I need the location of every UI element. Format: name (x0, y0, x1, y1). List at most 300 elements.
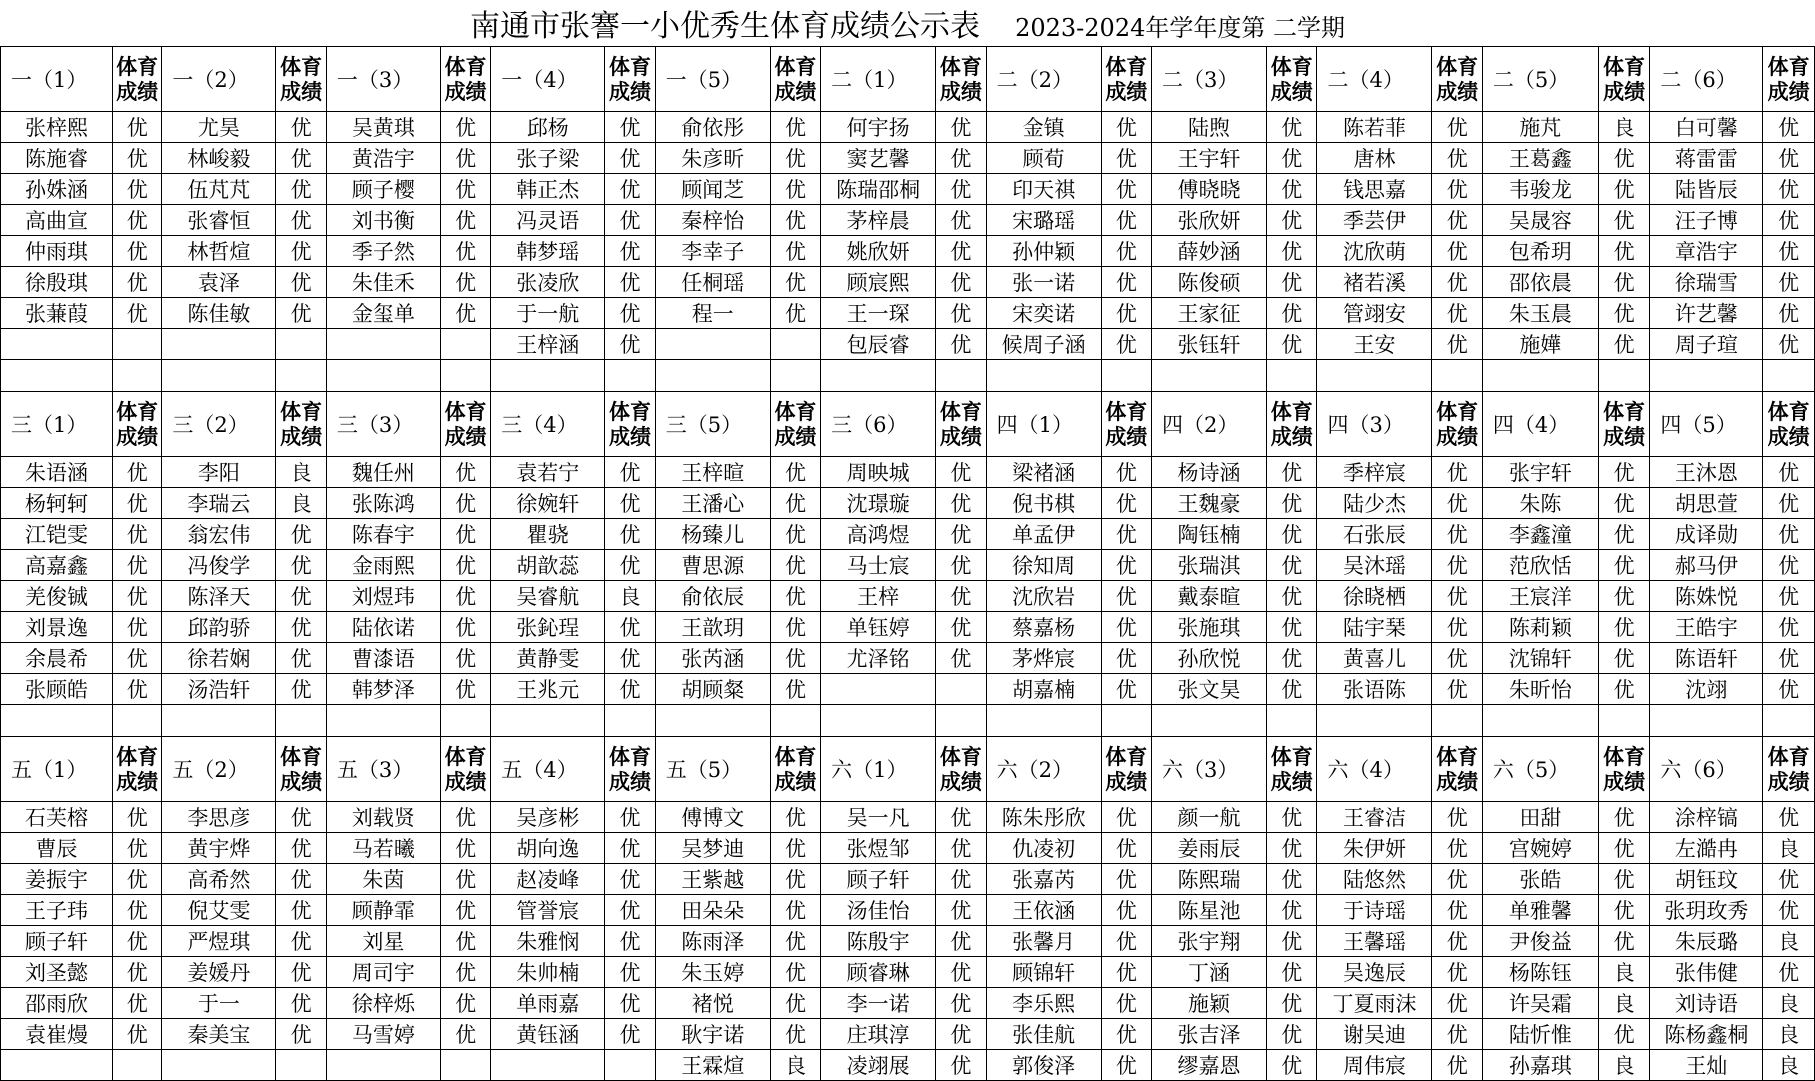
student-name-cell: 张芮涵 (655, 643, 770, 674)
sports-score-cell: 优 (1598, 205, 1649, 236)
student-name-cell: 褚悦 (655, 988, 770, 1019)
student-name-cell: 陈姝悦 (1650, 581, 1763, 612)
sports-score-cell: 优 (1267, 143, 1317, 174)
student-name-cell: 孙嘉琪 (1482, 1050, 1598, 1081)
sports-score-cell: 优 (1432, 488, 1482, 519)
class-name-header: 六（5） (1482, 737, 1598, 802)
student-name-cell: 杨陈钰 (1482, 957, 1598, 988)
table-row (1, 643, 1815, 674)
sports-score-cell: 优 (1101, 457, 1151, 488)
student-name-cell: 王依涵 (986, 895, 1101, 926)
sports-score-cell: 优 (605, 550, 655, 581)
student-name-cell: 田朵朵 (655, 895, 770, 926)
student-name-cell: 窦艺馨 (821, 143, 936, 174)
sports-score-cell: 优 (1267, 1050, 1317, 1081)
sports-score-cell: 优 (936, 519, 986, 550)
student-name-cell: 汪子博 (1650, 205, 1763, 236)
score-column-header: 体育成绩 (1432, 47, 1482, 112)
student-name-cell: 孙欣悦 (1152, 643, 1267, 674)
sports-score-cell: 优 (770, 957, 820, 988)
sports-score-cell: 优 (1432, 267, 1482, 298)
score-column-header: 体育成绩 (1763, 47, 1815, 112)
sports-score-cell (1432, 705, 1482, 737)
sports-score-cell: 优 (1101, 550, 1151, 581)
student-name-cell: 朱彦昕 (655, 143, 770, 174)
sports-score-cell: 优 (112, 112, 161, 143)
class-name-header: 四（1） (986, 392, 1101, 457)
sports-score-cell: 优 (936, 488, 986, 519)
sheet-title (0, 0, 1815, 46)
sports-score-cell: 优 (770, 267, 820, 298)
student-name-cell: 石张辰 (1317, 519, 1432, 550)
sports-score-cell: 优 (112, 895, 161, 926)
student-name-cell: 包辰睿 (821, 329, 936, 360)
sports-score-cell: 优 (1598, 895, 1649, 926)
sports-score-cell: 优 (770, 457, 820, 488)
class-name-header: 三（6） (821, 392, 936, 457)
sports-score-cell: 优 (440, 174, 490, 205)
student-name-cell: 张佳航 (986, 1019, 1101, 1050)
class-name-header: 五（3） (326, 737, 440, 802)
student-name-cell: 陈施睿 (1, 143, 113, 174)
sports-score-cell: 优 (936, 1050, 986, 1081)
student-name-cell: 尤昊 (162, 112, 276, 143)
sports-score-cell: 优 (1598, 612, 1649, 643)
sports-score-cell: 优 (1598, 864, 1649, 895)
score-column-header: 体育成绩 (1763, 392, 1815, 457)
sports-score-cell: 优 (1598, 1019, 1649, 1050)
student-name-cell: 顾子樱 (326, 174, 440, 205)
table-row (1, 612, 1815, 643)
student-name-cell (821, 360, 936, 392)
class-name-header: 二（5） (1482, 47, 1598, 112)
student-name-cell: 秦梓怡 (655, 205, 770, 236)
student-name-cell: 陈莉颖 (1482, 612, 1598, 643)
sports-score-cell: 优 (440, 674, 490, 705)
table-row (1, 519, 1815, 550)
student-name-cell (1, 329, 113, 360)
student-name-cell: 刘圣懿 (1, 957, 113, 988)
sports-score-cell: 优 (770, 112, 820, 143)
student-name-cell (491, 705, 605, 737)
class-name-header: 四（2） (1152, 392, 1267, 457)
score-column-header: 体育成绩 (1432, 392, 1482, 457)
table-row (1, 581, 1815, 612)
student-name-cell: 徐知周 (986, 550, 1101, 581)
sports-score-cell: 优 (1267, 298, 1317, 329)
score-column-header: 体育成绩 (112, 737, 161, 802)
sports-score-cell: 优 (770, 205, 820, 236)
sports-score-cell: 优 (605, 612, 655, 643)
sports-score-cell: 优 (936, 205, 986, 236)
sports-score-cell: 优 (440, 612, 490, 643)
student-name-cell: 季梓宸 (1317, 457, 1432, 488)
class-name-header: 四（5） (1650, 392, 1763, 457)
sports-score-cell: 良 (1598, 988, 1649, 1019)
sports-score-cell: 优 (440, 926, 490, 957)
student-name-cell: 张嘉芮 (986, 864, 1101, 895)
sports-score-cell: 优 (276, 802, 326, 833)
sports-score-cell: 优 (1763, 457, 1815, 488)
sports-score-cell: 优 (936, 236, 986, 267)
student-name-cell: 管翊安 (1317, 298, 1432, 329)
student-name-cell: 杨轲轲 (1, 488, 113, 519)
student-name-cell: 张文昊 (1152, 674, 1267, 705)
sports-score-cell: 优 (1101, 174, 1151, 205)
score-column-header: 体育成绩 (936, 392, 986, 457)
sports-score-cell (936, 360, 986, 392)
student-name-cell: 王睿洁 (1317, 802, 1432, 833)
sports-score-cell: 优 (1267, 174, 1317, 205)
sports-score-cell: 良 (1763, 1019, 1815, 1050)
class-name-header: 五（5） (655, 737, 770, 802)
score-column-header: 体育成绩 (1598, 392, 1649, 457)
sports-score-cell: 优 (1432, 581, 1482, 612)
student-name-cell: 吴睿航 (491, 581, 605, 612)
sports-score-cell (440, 329, 490, 360)
sports-score-cell (1101, 705, 1151, 737)
student-name-cell: 姜雨辰 (1152, 833, 1267, 864)
sports-score-cell: 优 (1598, 488, 1649, 519)
sports-score-cell: 优 (1763, 674, 1815, 705)
student-name-cell: 吴一凡 (821, 802, 936, 833)
sports-score-cell: 优 (112, 864, 161, 895)
score-column-header: 体育成绩 (1598, 737, 1649, 802)
sports-score-cell: 优 (1598, 267, 1649, 298)
sports-score-cell: 优 (936, 174, 986, 205)
student-name-cell: 金镇 (986, 112, 1101, 143)
table-row (1, 457, 1815, 488)
student-name-cell: 陆悠然 (1317, 864, 1432, 895)
student-name-cell: 翁宏伟 (162, 519, 276, 550)
score-column-header: 体育成绩 (440, 392, 490, 457)
sports-score-cell (276, 329, 326, 360)
sports-score-cell: 优 (112, 519, 161, 550)
student-name-cell: 徐梓烁 (326, 988, 440, 1019)
sports-score-cell: 优 (936, 581, 986, 612)
sports-score-cell: 优 (1101, 926, 1151, 957)
sports-score-cell: 优 (770, 488, 820, 519)
student-name-cell: 陈瑞邵桐 (821, 174, 936, 205)
table-row (1, 833, 1815, 864)
sports-score-cell: 优 (605, 267, 655, 298)
sports-score-cell (1598, 705, 1649, 737)
sports-score-cell: 优 (1267, 612, 1317, 643)
sports-score-cell: 优 (1598, 643, 1649, 674)
student-name-cell: 朱帅楠 (491, 957, 605, 988)
sports-score-cell: 优 (1101, 488, 1151, 519)
student-name-cell: 张鈊珵 (491, 612, 605, 643)
student-name-cell: 朱佳禾 (326, 267, 440, 298)
student-name-cell: 丁夏雨沫 (1317, 988, 1432, 1019)
student-name-cell: 高曲宣 (1, 205, 113, 236)
student-name-cell: 李瑞云 (162, 488, 276, 519)
student-name-cell: 包希玥 (1482, 236, 1598, 267)
sports-score-cell: 优 (1763, 236, 1815, 267)
sports-score-cell: 优 (770, 643, 820, 674)
student-name-cell: 陈俊硕 (1152, 267, 1267, 298)
student-name-cell: 涂梓镐 (1650, 802, 1763, 833)
sports-score-cell: 优 (1432, 174, 1482, 205)
class-name-header: 六（2） (986, 737, 1101, 802)
student-name-cell: 王沐恩 (1650, 457, 1763, 488)
student-name-cell (1152, 705, 1267, 737)
sports-score-cell: 优 (276, 674, 326, 705)
student-name-cell: 姜媛丹 (162, 957, 276, 988)
student-name-cell: 汤浩轩 (162, 674, 276, 705)
score-column-header: 体育成绩 (1598, 47, 1649, 112)
student-name-cell: 袁若宁 (491, 457, 605, 488)
class-name-header: 五（2） (162, 737, 276, 802)
student-name-cell: 吴黄琪 (326, 112, 440, 143)
sports-score-cell: 优 (440, 988, 490, 1019)
student-name-cell: 高鸿煜 (821, 519, 936, 550)
student-name-cell (655, 329, 770, 360)
student-name-cell: 褚若溪 (1317, 267, 1432, 298)
sports-score-cell: 优 (770, 236, 820, 267)
sports-score-cell: 良 (1763, 988, 1815, 1019)
student-name-cell: 张子梁 (491, 143, 605, 174)
student-name-cell: 陈殷宇 (821, 926, 936, 957)
sports-score-cell: 优 (936, 267, 986, 298)
student-name-cell: 姚欣妍 (821, 236, 936, 267)
student-name-cell: 王子玮 (1, 895, 113, 926)
student-name-cell: 姜振宇 (1, 864, 113, 895)
student-name-cell: 马若曦 (326, 833, 440, 864)
sports-score-cell (112, 329, 161, 360)
table-row (1, 143, 1815, 174)
sports-score-cell: 优 (1598, 802, 1649, 833)
sports-score-cell (605, 360, 655, 392)
sports-score-cell: 优 (605, 457, 655, 488)
student-name-cell (491, 360, 605, 392)
sports-score-cell: 优 (112, 926, 161, 957)
class-header-row (1, 392, 1815, 457)
student-name-cell: 石芙榕 (1, 802, 113, 833)
student-name-cell: 李幸子 (655, 236, 770, 267)
student-name-cell: 唐林 (1317, 143, 1432, 174)
sports-score-cell: 优 (112, 267, 161, 298)
table-row (1, 895, 1815, 926)
sports-score-cell: 优 (936, 988, 986, 1019)
student-name-cell: 凌翊展 (821, 1050, 936, 1081)
student-name-cell: 陈泽天 (162, 581, 276, 612)
student-name-cell: 韩正杰 (491, 174, 605, 205)
sports-score-cell: 优 (1763, 329, 1815, 360)
student-name-cell: 沈翊 (1650, 674, 1763, 705)
table-row (1, 926, 1815, 957)
student-name-cell (162, 1050, 276, 1081)
student-name-cell: 吴逸辰 (1317, 957, 1432, 988)
class-name-header: 三（5） (655, 392, 770, 457)
student-name-cell: 袁崔熳 (1, 1019, 113, 1050)
table-row (1, 329, 1815, 360)
sports-score-cell: 优 (1267, 674, 1317, 705)
sports-score-cell (1267, 360, 1317, 392)
sports-score-cell: 优 (276, 174, 326, 205)
sports-score-cell: 优 (276, 864, 326, 895)
student-name-cell: 冯俊学 (162, 550, 276, 581)
table-row (1, 236, 1815, 267)
student-name-cell: 缪嘉恩 (1152, 1050, 1267, 1081)
score-table (0, 46, 1815, 1081)
student-name-cell: 王宸洋 (1482, 581, 1598, 612)
student-name-cell: 王安 (1317, 329, 1432, 360)
student-name-cell: 章浩宇 (1650, 236, 1763, 267)
score-column-header: 体育成绩 (440, 47, 490, 112)
sports-score-cell: 优 (112, 550, 161, 581)
sports-score-cell: 良 (770, 1050, 820, 1081)
sports-score-cell: 优 (605, 1019, 655, 1050)
sports-score-cell: 优 (440, 802, 490, 833)
student-name-cell: 钱思嘉 (1317, 174, 1432, 205)
student-name-cell: 范欣恬 (1482, 550, 1598, 581)
score-column-header: 体育成绩 (1763, 737, 1815, 802)
table-row (1, 205, 1815, 236)
class-name-header: 一（4） (491, 47, 605, 112)
table-row (1, 267, 1815, 298)
sports-score-cell: 优 (936, 833, 986, 864)
student-name-cell: 张钰轩 (1152, 329, 1267, 360)
student-name-cell: 梁褚涵 (986, 457, 1101, 488)
class-name-header: 二（1） (821, 47, 936, 112)
sports-score-cell: 优 (770, 1019, 820, 1050)
sports-score-cell: 优 (1598, 298, 1649, 329)
sports-score-cell: 优 (112, 833, 161, 864)
table-row (1, 957, 1815, 988)
student-name-cell: 胡钰玟 (1650, 864, 1763, 895)
student-name-cell: 王梓涵 (491, 329, 605, 360)
student-name-cell (162, 329, 276, 360)
sports-score-cell: 优 (1267, 519, 1317, 550)
sports-score-cell: 优 (440, 550, 490, 581)
sports-score-cell: 优 (1432, 519, 1482, 550)
sports-score-cell: 优 (1763, 802, 1815, 833)
student-name-cell (1650, 360, 1763, 392)
student-name-cell: 张陈鸿 (326, 488, 440, 519)
sports-score-cell: 优 (1432, 833, 1482, 864)
sports-score-cell: 优 (1101, 267, 1151, 298)
student-name-cell: 陆依诺 (326, 612, 440, 643)
student-name-cell: 朱雅悯 (491, 926, 605, 957)
student-name-cell: 张伟健 (1650, 957, 1763, 988)
class-name-header: 一（3） (326, 47, 440, 112)
sports-score-cell: 优 (1763, 298, 1815, 329)
sports-score-cell: 优 (1101, 1050, 1151, 1081)
sports-score-cell: 优 (605, 988, 655, 1019)
sports-score-cell: 优 (770, 988, 820, 1019)
sports-score-cell: 优 (1598, 519, 1649, 550)
student-name-cell: 马雪婷 (326, 1019, 440, 1050)
sports-score-cell: 优 (770, 895, 820, 926)
student-name-cell: 周子瑄 (1650, 329, 1763, 360)
sports-score-cell: 优 (1267, 581, 1317, 612)
student-name-cell: 季子然 (326, 236, 440, 267)
sports-score-cell (605, 1050, 655, 1081)
sports-score-cell: 优 (1763, 143, 1815, 174)
student-name-cell: 张顾皓 (1, 674, 113, 705)
sports-score-cell: 优 (936, 926, 986, 957)
sports-score-cell: 优 (605, 205, 655, 236)
student-name-cell: 朱玉晨 (1482, 298, 1598, 329)
sports-score-cell: 优 (1432, 1050, 1482, 1081)
student-name-cell: 茅烨宸 (986, 643, 1101, 674)
sports-score-cell: 优 (1267, 488, 1317, 519)
sports-score-cell: 优 (276, 926, 326, 957)
student-name-cell: 王皓宇 (1650, 612, 1763, 643)
student-name-cell: 沈锦轩 (1482, 643, 1598, 674)
sports-score-cell: 优 (1101, 112, 1151, 143)
student-name-cell: 仇凌初 (986, 833, 1101, 864)
student-name-cell (1, 705, 113, 737)
student-name-cell: 张蒹葭 (1, 298, 113, 329)
sports-score-cell: 优 (770, 581, 820, 612)
sports-score-cell: 优 (1101, 329, 1151, 360)
student-name-cell: 李乐熙 (986, 988, 1101, 1019)
student-name-cell: 张凌欣 (491, 267, 605, 298)
student-name-cell: 陈春宇 (326, 519, 440, 550)
sports-score-cell: 优 (1101, 643, 1151, 674)
sports-score-cell (440, 705, 490, 737)
student-name-cell: 郭俊泽 (986, 1050, 1101, 1081)
student-name-cell: 刘景逸 (1, 612, 113, 643)
sports-score-cell: 优 (936, 298, 986, 329)
score-column-header: 体育成绩 (1267, 47, 1317, 112)
student-name-cell: 江铠雯 (1, 519, 113, 550)
student-name-cell: 曹思源 (655, 550, 770, 581)
student-name-cell: 刘诗语 (1650, 988, 1763, 1019)
student-name-cell (655, 705, 770, 737)
table-row (1, 674, 1815, 705)
sports-score-cell (1598, 360, 1649, 392)
sports-score-cell: 优 (1763, 205, 1815, 236)
sports-score-cell: 优 (770, 926, 820, 957)
student-name-cell: 张馨月 (986, 926, 1101, 957)
score-column-header: 体育成绩 (1267, 392, 1317, 457)
sports-score-cell: 优 (605, 298, 655, 329)
student-name-cell: 余晨希 (1, 643, 113, 674)
sports-score-cell: 优 (1101, 581, 1151, 612)
student-name-cell (821, 705, 936, 737)
score-column-header: 体育成绩 (276, 392, 326, 457)
student-name-cell: 尤泽铭 (821, 643, 936, 674)
sports-score-cell: 优 (1267, 957, 1317, 988)
student-name-cell: 袁泽 (162, 267, 276, 298)
student-name-cell: 白可馨 (1650, 112, 1763, 143)
sports-score-cell: 优 (1432, 864, 1482, 895)
sports-score-cell: 优 (112, 174, 161, 205)
student-name-cell: 黄钰涵 (491, 1019, 605, 1050)
sports-score-cell (1763, 705, 1815, 737)
sports-score-cell: 优 (1598, 457, 1649, 488)
student-name-cell: 傅博文 (655, 802, 770, 833)
student-name-cell: 张宇翔 (1152, 926, 1267, 957)
student-name-cell: 沈欣萌 (1317, 236, 1432, 267)
sports-score-cell: 优 (112, 674, 161, 705)
sports-score-cell: 优 (1432, 1019, 1482, 1050)
student-name-cell: 陶钰楠 (1152, 519, 1267, 550)
student-name-cell: 周司宇 (326, 957, 440, 988)
student-name-cell: 宋璐瑶 (986, 205, 1101, 236)
student-name-cell: 庄琪淳 (821, 1019, 936, 1050)
student-name-cell: 任桐瑶 (655, 267, 770, 298)
student-name-cell (326, 360, 440, 392)
sports-score-cell: 优 (1101, 802, 1151, 833)
sports-score-cell: 优 (112, 236, 161, 267)
sports-score-cell: 优 (1763, 488, 1815, 519)
student-name-cell: 蒋雷雷 (1650, 143, 1763, 174)
sports-score-cell: 优 (276, 581, 326, 612)
